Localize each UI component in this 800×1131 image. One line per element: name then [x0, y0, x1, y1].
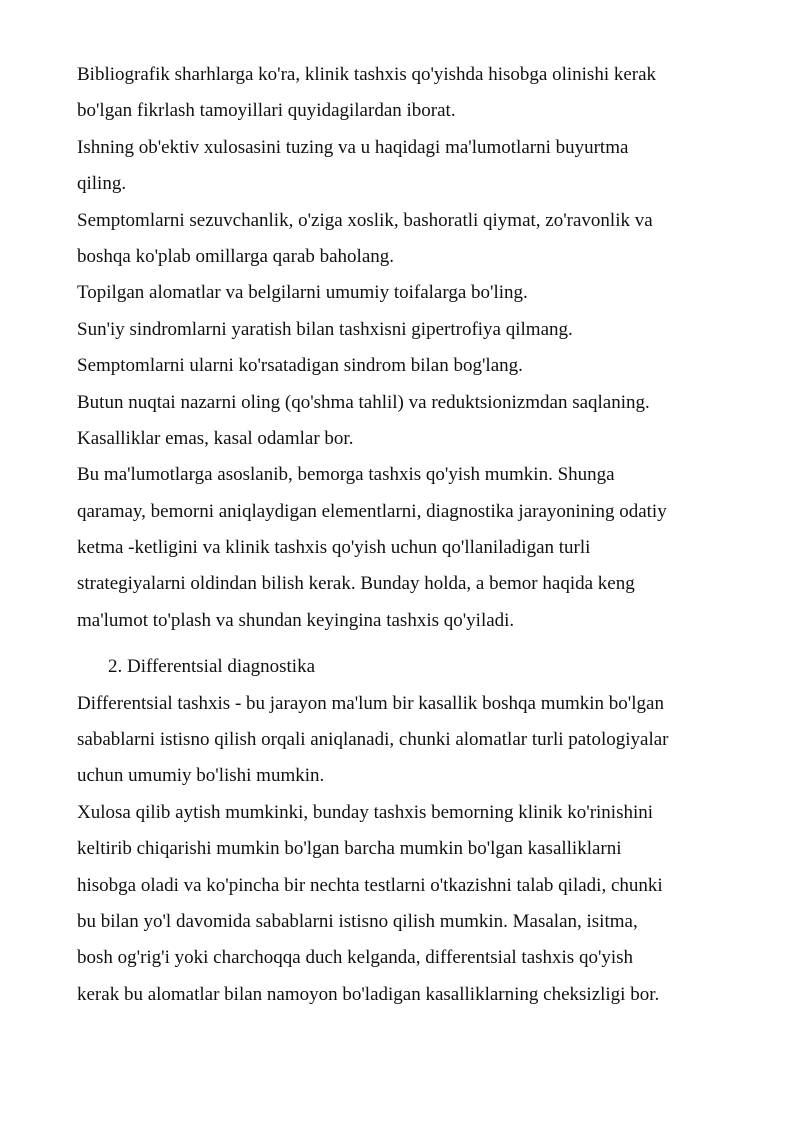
- text-line: Xulosa qilib aytish mumkinki, bunday tashxis bemorning klinik ko'rinishini: [77, 801, 654, 823]
- text-line: Butun nuqtai nazarni oling (qo'shma tahlil) va reduktsionizmdan saqlaning.: [77, 391, 650, 413]
- text-line: hisobga oladi va ko'pincha bir nechta testlarni o'tkazishni talab qiladi, chunki: [77, 874, 663, 896]
- text-line: qiling.: [77, 173, 127, 195]
- text-line: bu bilan yo'l davomida sabablarni istisno qilish mumkin. Masalan, isitma,: [77, 910, 638, 932]
- text-line: Kasalliklar emas, kasal odamlar bor.: [77, 427, 354, 449]
- text-line: uchun umumiy bo'lishi mumkin.: [77, 765, 325, 787]
- text-line: ketma -ketligini va klinik tashxis qo'yish uchun qo'llaniladigan turli: [77, 537, 591, 559]
- text-line: boshqa ko'plab omillarga qarab baholang.: [77, 245, 395, 267]
- text-line: Ishning ob'ektiv xulosasini tuzing va u haqidagi ma'lumotlarni buyurtma: [77, 136, 629, 158]
- text-line: kerak bu alomatlar bilan namoyon bo'ladigan kasalliklarning cheksizligi bor.: [77, 983, 660, 1005]
- text-line: Semptomlarni sezuvchanlik, o'ziga xoslik, bashoratli qiymat, zo'ravonlik va: [77, 209, 653, 231]
- text-line: bo'lgan fikrlash tamoyillari quyidagilardan iborat.: [77, 100, 456, 122]
- text-line: Topilgan alomatlar va belgilarni umumiy toifalarga bo'ling.: [77, 282, 528, 304]
- text-line: Bu ma'lumotlarga asoslanib, bemorga tashxis qo'yish mumkin. Shunga: [77, 464, 615, 486]
- text-line: Semptomlarni ularni ko'rsatadigan sindrom bilan bog'lang.: [77, 355, 523, 377]
- text-line: sabablarni istisno qilish orqali aniqlanadi, chunki alomatlar turli patologiyalar: [77, 729, 669, 751]
- text-line: Differentsial tashxis - bu jarayon ma'lum bir kasallik boshqa mumkin bo'lgan: [77, 692, 664, 714]
- text-line: Bibliografik sharhlarga ko'ra, klinik tashxis qo'yishda hisobga olinishi kerak: [77, 64, 657, 85]
- text-line: ma'lumot to'plash va shundan keyingina tashxis qo'yiladi.: [77, 609, 515, 631]
- text-line: bosh og'rig'i yoki charchoqqa duch kelganda, differentsial tashxis qo'yish: [77, 947, 634, 969]
- section-heading: 2. Differentsial diagnostika: [108, 656, 316, 678]
- text-line: strategiyalarni oldindan bilish kerak. Bunday holda, a bemor haqida keng: [77, 573, 635, 595]
- text-line: Sun'iy sindromlarni yaratish bilan tashxisni gipertrofiya qilmang.: [77, 318, 573, 340]
- text-line: qaramay, bemorni aniqlaydigan elementlarni, diagnostika jarayonining odatiy: [77, 500, 667, 522]
- text-line: keltirib chiqarishi mumkin bo'lgan barcha mumkin bo'lgan kasalliklarni: [77, 838, 622, 860]
- document-page: [77, 57, 747, 1013]
